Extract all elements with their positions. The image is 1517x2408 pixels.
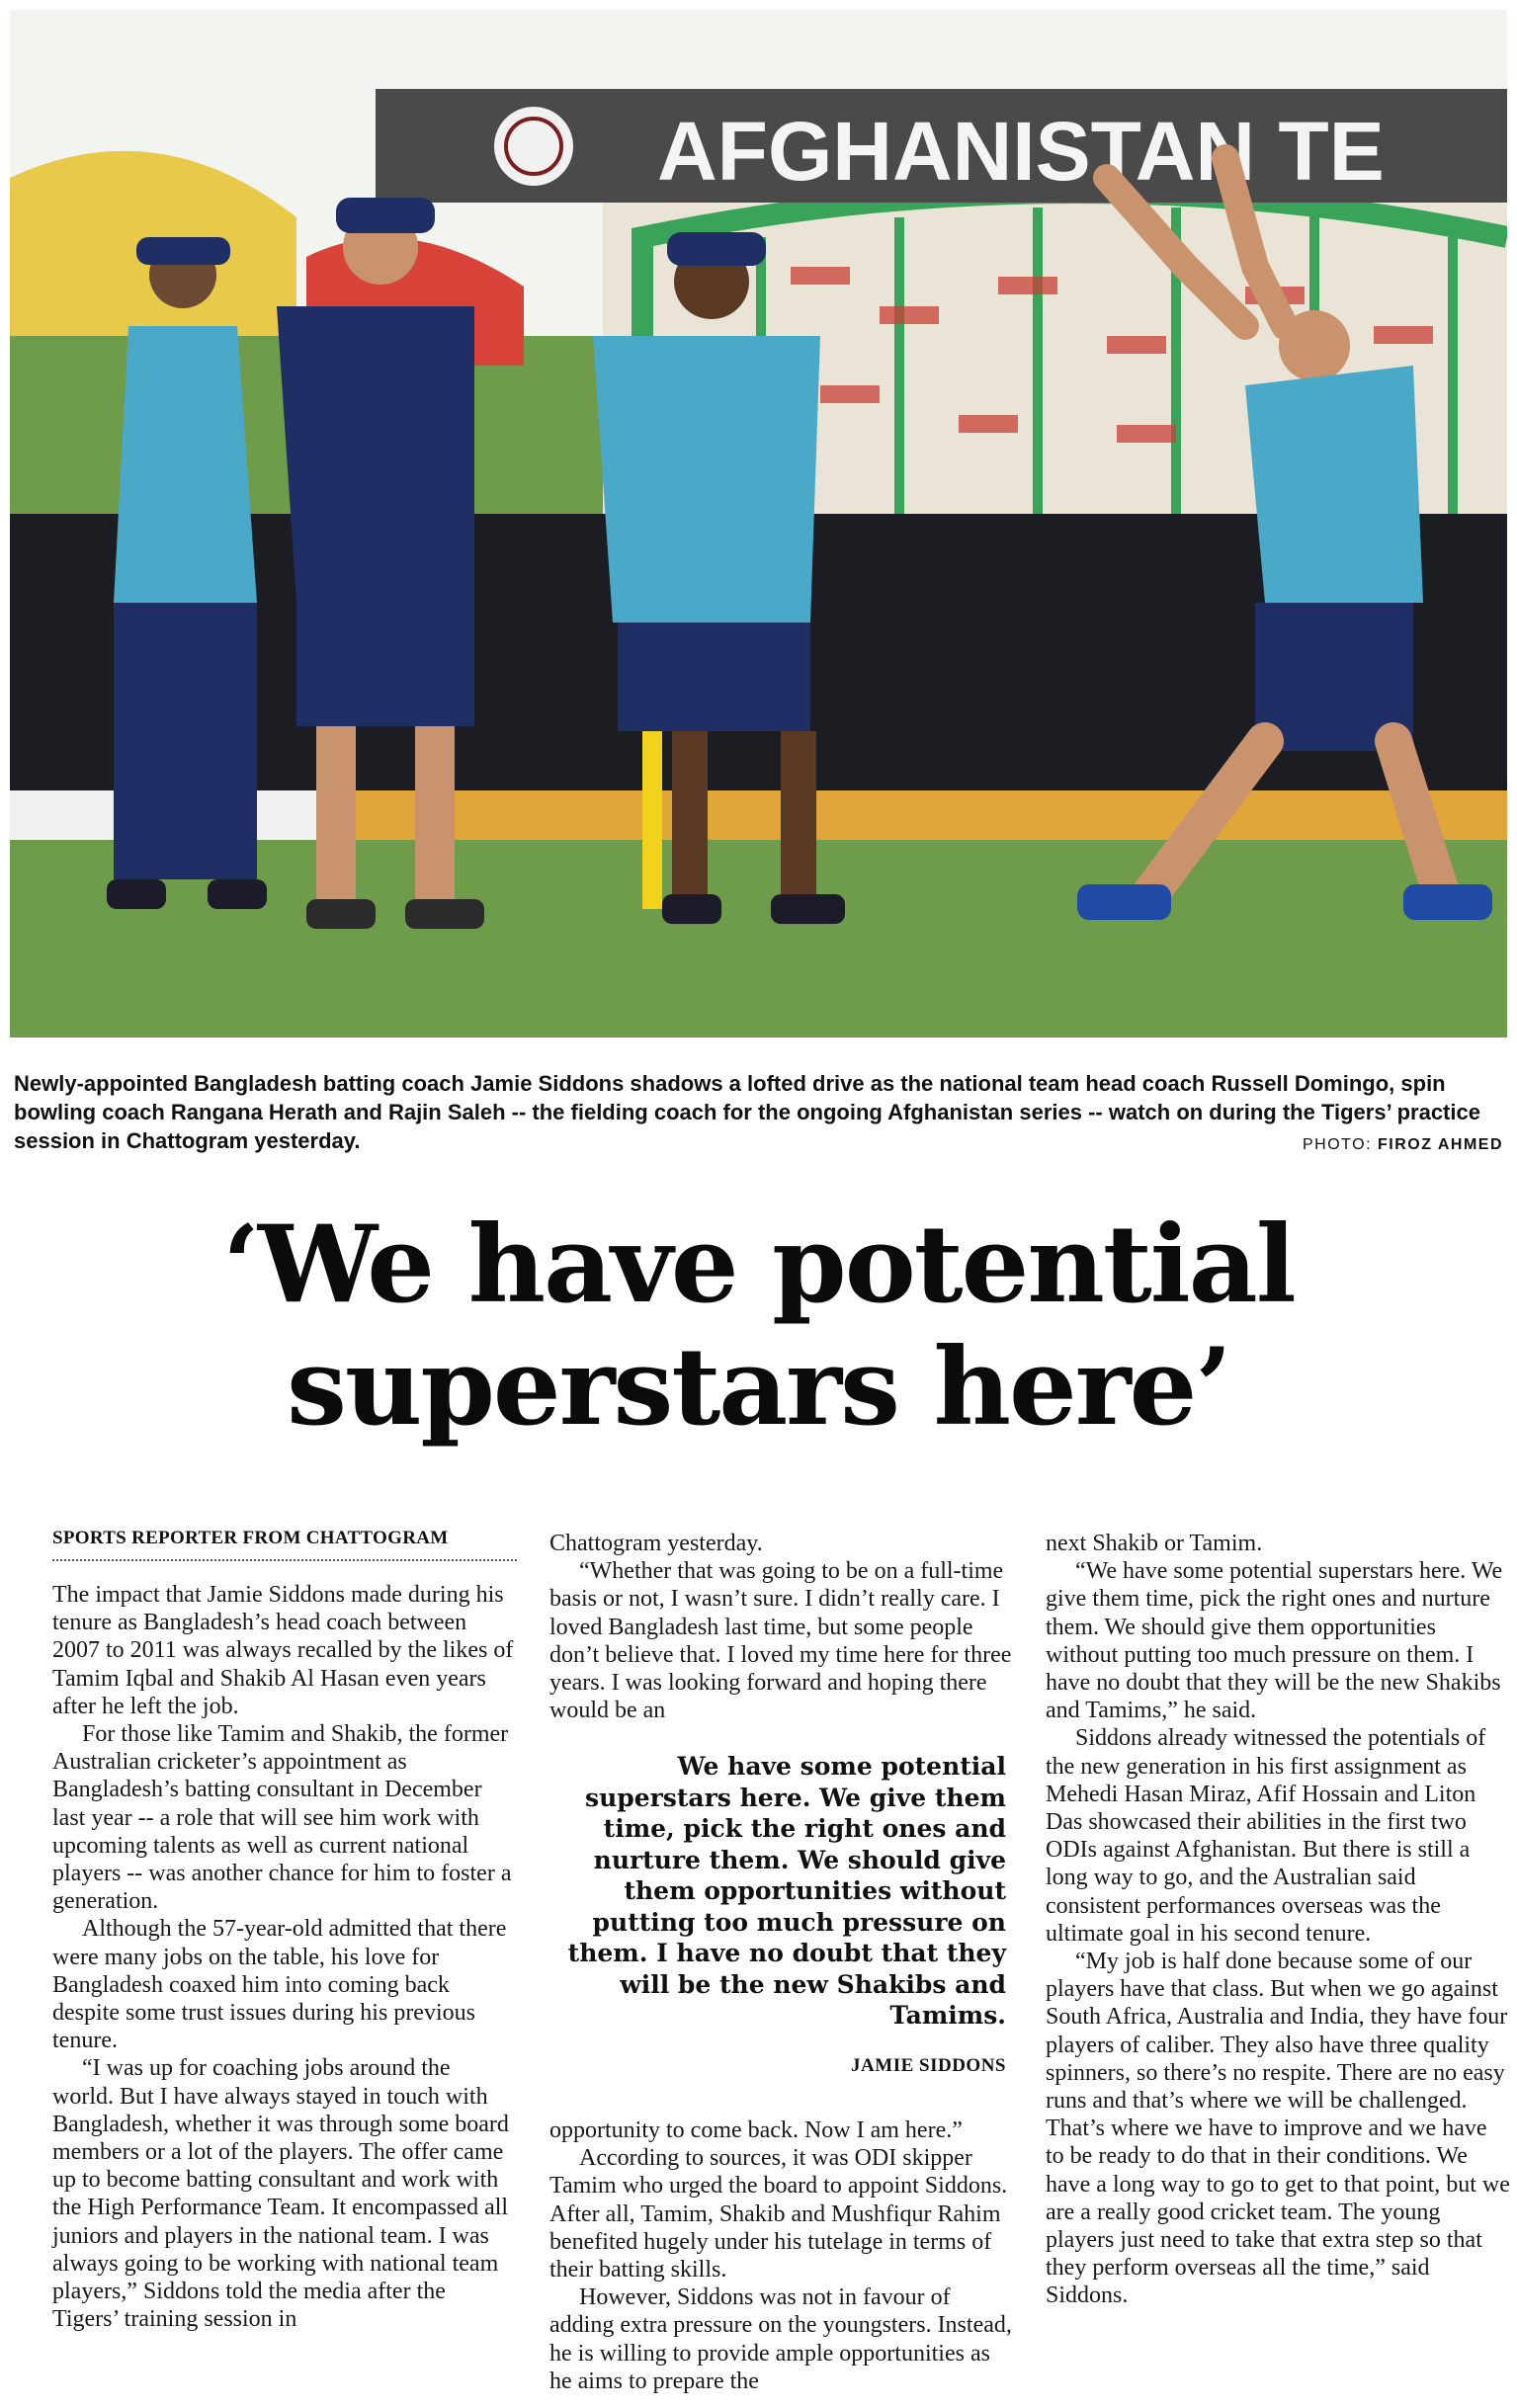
paragraph: “My job is half done because some of our players have that class. But when we go against South Africa, Australia and India, they have four players of caliber. They also have three quality spinners, so there’s no respite. There are no easy runs and that’s where we will be challenged. That’s where we have to improve and we have to be ready to do that in their conditions. We have a long way to go to get to that point, but we are a really good cricket team. The young players just need to take that extra step so that they perform overseas all the time,” said Siddons. (1046, 1949, 1510, 2309)
article-column-1 (52, 1581, 517, 2333)
photo-credit-name: FIROZ AHMED (1377, 1136, 1503, 1153)
photo-credit (1303, 1136, 1503, 1154)
news-photo (10, 10, 1507, 1038)
article-column-2-top (549, 1530, 1014, 1724)
paragraph: next Shakib or Tamim. (1046, 1531, 1263, 1556)
paragraph: However, Siddons was not in favour of adding extra pressure on the youngsters. Instead, he is willing to provide ample opportunities as he aims to prepare the (549, 2284, 1012, 2394)
paragraph: “I was up for coaching jobs around the world. But I have always stayed in touch with Bangladesh, whether it was through some board members or a lot of the players. The offer came up to become batting consultant and work with the High Performance Team. It encompassed all juniors and players in the national team. I was always going to be working with national team players,” Siddons told the media after the Tigers’ training session in (52, 2055, 509, 2333)
practice-session-illustration (10, 10, 1507, 1038)
paragraph: “We have some potential superstars here. We give them time, pick the right ones and nurture them. We should give them opportunities without putting too much pressure on them. I have no doubt that they will be the new Shakibs and Tamims,” he said. (1046, 1558, 1503, 1724)
banner-text: AFGHANISTAN TE (657, 105, 1385, 198)
pull-quote-attribution: JAMIE SIDDONS (851, 2055, 1006, 2076)
paragraph: Chattogram yesterday. (549, 1531, 763, 1556)
paragraph: opportunity to come back. Now I am here.” (549, 2117, 963, 2143)
paragraph: Although the 57-year-old admitted that there were many jobs on the table, his love for Bangladesh coaxed him into coming back despite some trust issues during his previous tenure. (52, 1916, 507, 2054)
paragraph: The impact that Jamie Siddons made during his tenure as Bangladesh’s head coach between 2007 to 2011 was always recalled by the likes of Tamim Iqbal and Shakib Al Hasan even years after he left the job. (52, 1582, 514, 1719)
photo-credit-label: PHOTO: (1302, 1136, 1373, 1153)
paragraph: According to sources, it was ODI skipper Tamim who urged the board to appoint Siddons. After all, Tamim, Shakib and Mushfiqur Rahim benefited hugely under his tutelage in terms of their batting skills. (549, 2145, 1008, 2283)
article-column-2-bottom (549, 2117, 1014, 2395)
headline-line-1: ‘We have potential (222, 1203, 1295, 1327)
photo-caption: Newly-appointed Bangladesh batting coach Jamie Siddons shadows a lofted drive as the national team head coach Russell Domingo, spin bowling coach Rangana Herath and Rajin Saleh -- the fielding coach for the ongoing Afghanistan series -- watch on during the Tigers’ practice session in Chattogram yesterday. (14, 1071, 1480, 1153)
article-column-3 (1046, 1530, 1510, 2310)
paragraph: For those like Tamim and Shakib, the former Australian cricketer’s appointment as Bangladesh’s batting consultant in December last year -- a role that will see him work with upcoming talents as well as current national players -- was another chance for him to foster a generation. (52, 1721, 512, 1915)
pull-quote: We have some potential superstars here. We give them time, pick the right ones and nurture them. We should give them opportunities without putting too much pressure on them. I have no doubt that they will be the new Shakibs and Tamims. (567, 1752, 1006, 2030)
paragraph: Siddons already witnessed the potentials of the new generation in his first assignment as Mehedi Hasan Miraz, Afif Hossain and Liton Das showcased their abilities in the first two ODIs against Afghanistan. But there is still a long way to go, and the Australian said consistent performances overseas was the ultimate goal in his second tenure. (1046, 1725, 1486, 1947)
coach-rajin-saleh (107, 237, 267, 909)
paragraph: “Whether that was going to be on a full-time basis or not, I wasn’t sure. I didn’t really care. I loved Bangladesh last time, but some people don’t believe that. I loved my time here for three years. I was looking forward and hoping there would be an (549, 1558, 1012, 1724)
headline-line-2: superstars here’ (287, 1325, 1230, 1450)
headline (0, 1204, 1517, 1449)
byline: SPORTS REPORTER FROM CHATTOGRAM (52, 1528, 517, 1561)
